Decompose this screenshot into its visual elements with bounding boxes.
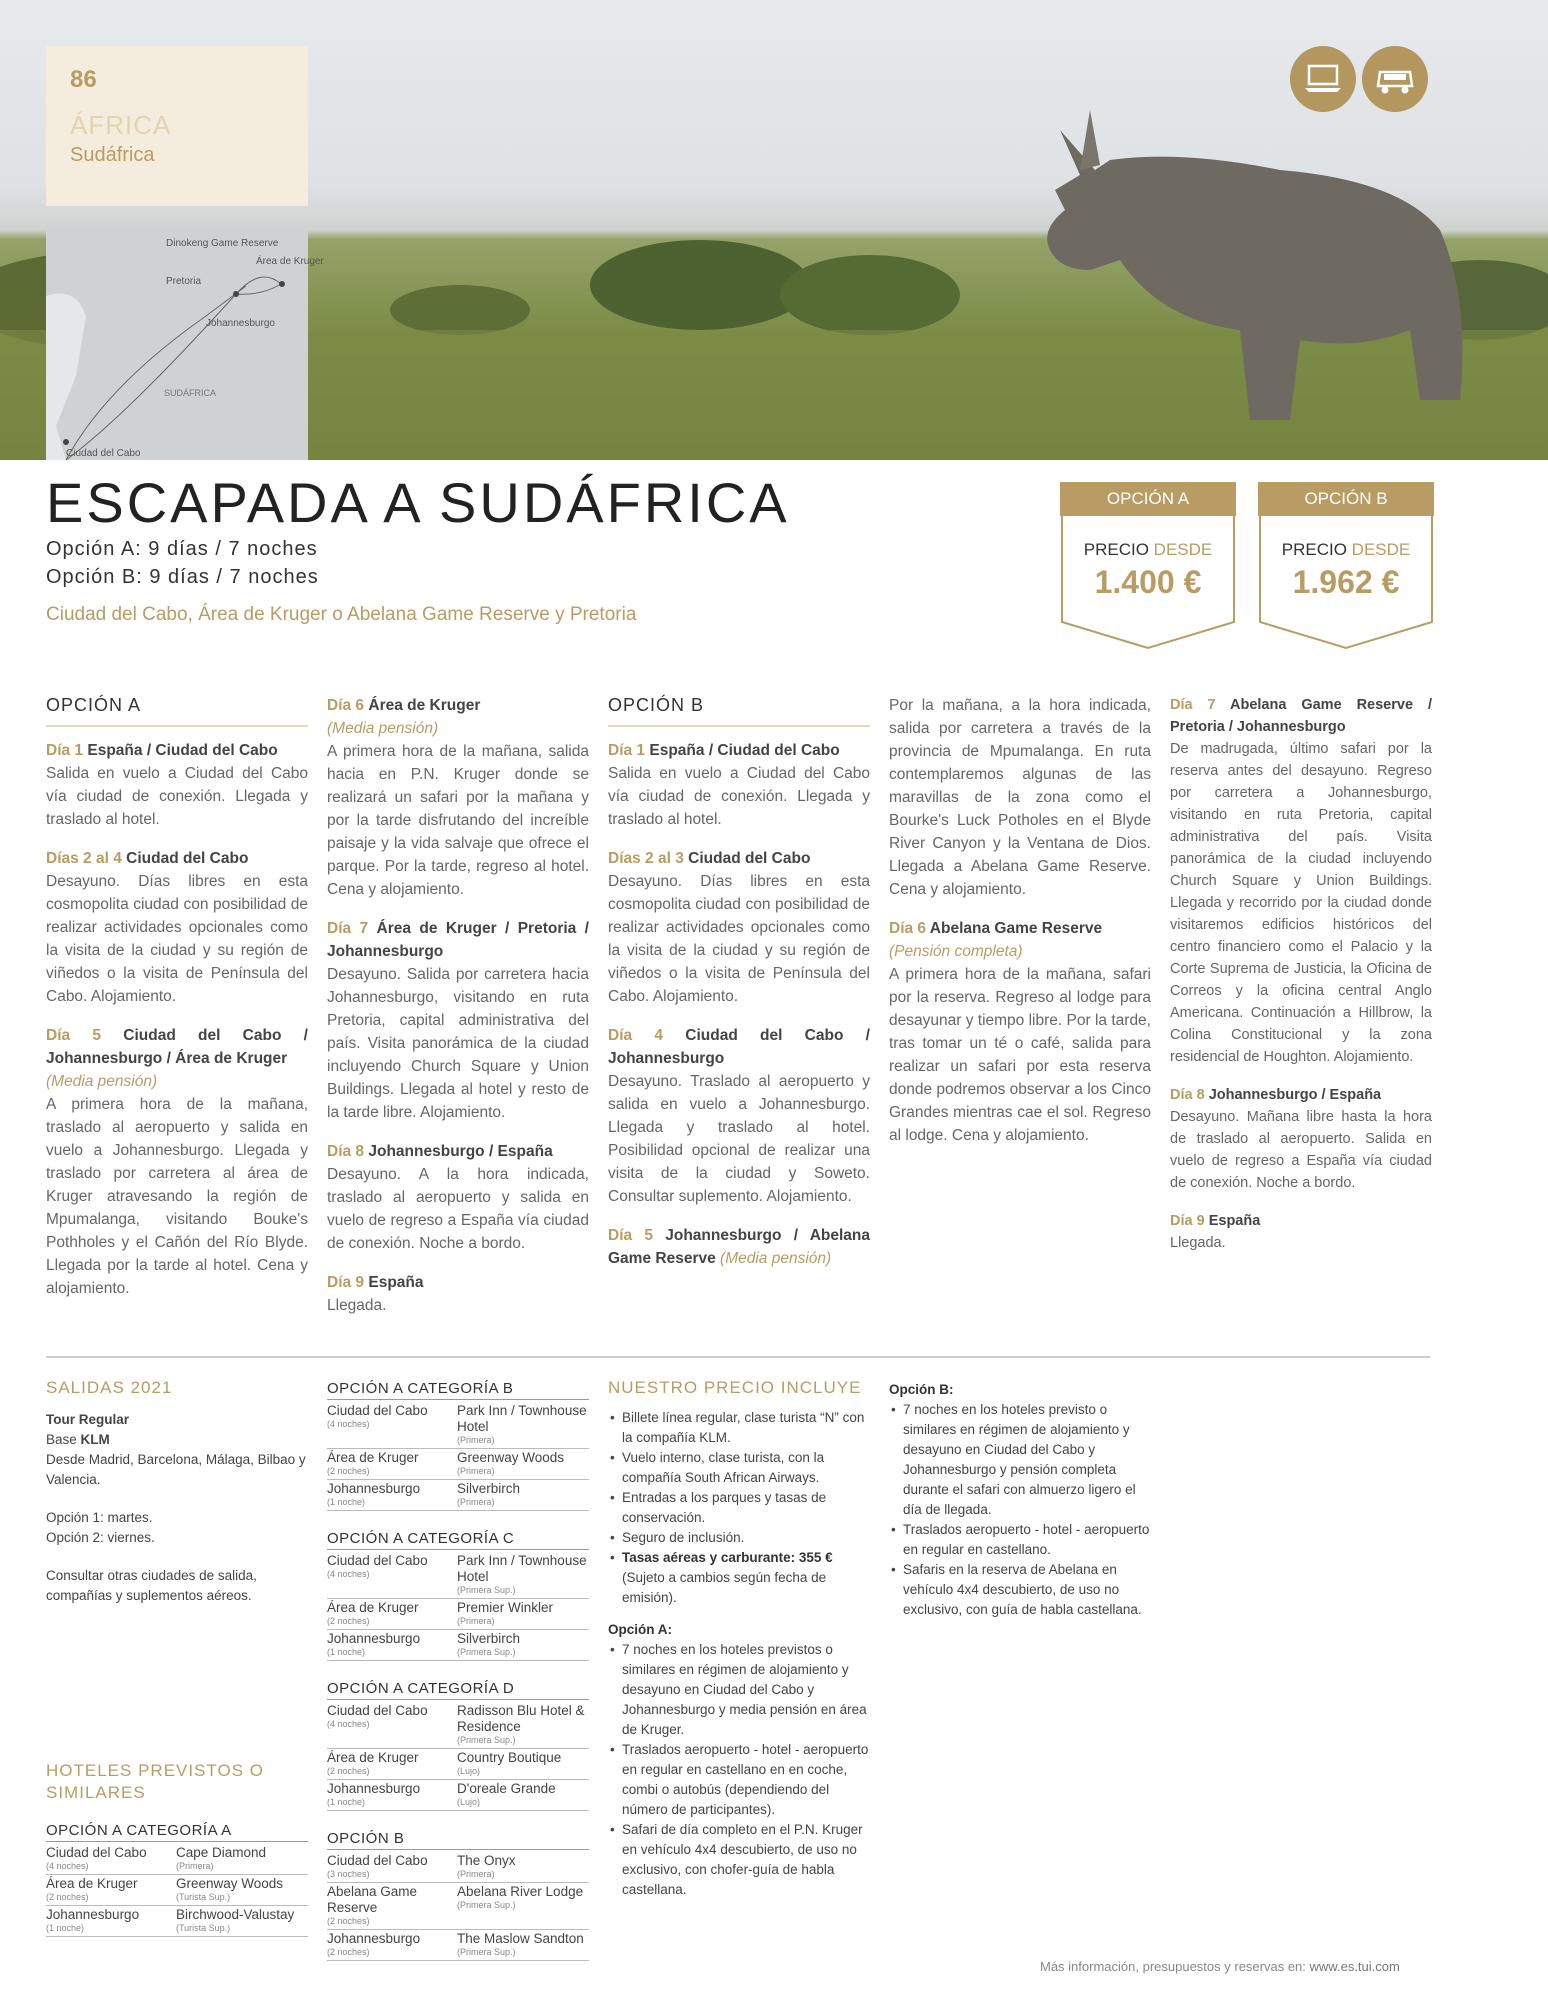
list-item: • Safaris en la reserva de Abelana en vehículo 4x4 descubierto, de uso no exclusivo, con guía de habla castellana. (889, 1560, 1155, 1620)
option-b-heading: OPCIÓN B (608, 694, 870, 727)
day-block: Día 9 España Llegada. (327, 1274, 424, 1314)
incluye-heading: NUESTRO PRECIO INCLUYE (608, 1378, 862, 1397)
day-block: Día 8 Johannesburgo / España Desayuno. A la hora indicada, traslado al aeropuerto y salida en vuelo de regreso a España vía ciudad de conexión. Noche a bordo. (327, 1143, 589, 1252)
table-row: Johannesburgo (1 noche) Silverbirch (Primera) (327, 1480, 589, 1511)
price-option-a-label: PRECIO DESDE (1083, 540, 1213, 559)
table-row: Ciudad del Cabo (4 noches) Radisson Blu Hotel & Residence (Primera Sup.) (327, 1702, 589, 1749)
hotel-table-opcion-b: OPCIÓN B Ciudad del Cabo (3 noches) The Onyx (Primera) Abelana Game Reserve (2 noches) Abelana River Lodge (Primera Sup.) Johannesburgo (2 noches) The Maslow Sandton (Primera Sup.) (327, 1830, 589, 1961)
map-label-kruger: Área de Kruger (256, 256, 324, 267)
map-label-dinokeng: Dinokeng Game Reserve (166, 238, 279, 249)
table-row: Área de Kruger (2 noches) Premier Winkler (Primera) (327, 1599, 589, 1630)
day-block: Día 7 Abelana Game Reserve / Pretoria / Johannesburgo De madrugada, último safari por la reserva antes del desayuno. Regreso por carretera a Johannesburgo, visitando en ruta Pretoria, capital administrativa del país. Visita panorámica de la ciudad incluyendo Church Square y Union Buildings. Llegada y recorrido por la ciudad donde visitaremos edificios históricos del centro financiero como el Palacio y la Corte Suprema de Justicia, la Oficina de Correos y la oficina central Anglo Americana. Continuación a Hillbrow, la Colina Constitucional y la zona residencial de Houghton. Alojamiento. (1170, 697, 1432, 1065)
footer-link[interactable]: www.es.tui.com (1309, 1959, 1400, 1974)
hoteles-heading: HOTELES PREVISTOS O SIMILARES (46, 1761, 265, 1802)
list-item: • Entradas a los parques y tasas de conservación. (608, 1488, 874, 1528)
table-row: Ciudad del Cabo (4 noches) Park Inn / Townhouse Hotel (Primera Sup.) (327, 1552, 589, 1599)
itinerary-col-5 (1170, 694, 1432, 1270)
list-item: • 7 noches en los hoteles previstos o similares en régimen de alojamiento y desayuno en Ciudad del Cabo y Johannesburgo y media pensión en área de Kruger. (608, 1640, 874, 1740)
price-option-a-value: 1.400 € (1094, 564, 1202, 600)
price-option-a-header: OPCIÓN A (1060, 482, 1236, 516)
table-row: Johannesburgo (2 noches) The Maslow Sandton (Primera Sup.) (327, 1930, 589, 1961)
subtitle-option-b: Opción B: 9 días / 7 noches (46, 566, 319, 588)
jeep-icon (1362, 46, 1428, 112)
day-block: Día 5 Johannesburgo / Abelana Game Reserve (Media pensión) (608, 1227, 870, 1267)
day-block: Día 6 Área de Kruger (Media pensión) A primera hora de la mañana, salida hacia en P.N. Kruger donde se realizará un safari por la mañana y por la tarde disfrutando del increíble paisaje y la vida salvaje que ofrece el parque. Por la tarde, regreso al hotel. Cena y alojamiento. (327, 697, 589, 898)
route-summary: Ciudad del Cabo, Área de Kruger o Abelana Game Reserve y Pretoria (46, 604, 637, 625)
table-row: Johannesburgo (1 noche) D'oreale Grande (Lujo) (327, 1780, 589, 1811)
page-title: ESCAPADA A SUDÁFRICA (46, 471, 790, 534)
table-row: Johannesburgo (1 noche) Silverbirch (Primera Sup.) (327, 1630, 589, 1661)
table-row: Ciudad del Cabo (4 noches) Cape Diamond (Primera) (46, 1844, 308, 1875)
map-label-pretoria: Pretoria (166, 276, 202, 287)
section-divider (46, 1356, 1430, 1358)
map-label-ciudad-del-cabo: Ciudad del Cabo (66, 448, 141, 459)
incluye-option-b-title: Opción B: (889, 1382, 954, 1397)
day-block: Día 1 España / Ciudad del Cabo Salida en vuelo a Ciudad del Cabo vía ciudad de conexión. Llegada y traslado al hotel. (46, 742, 308, 828)
hotel-table-cat-a: OPCIÓN A CATEGORÍA A Ciudad del Cabo (4 noches) Cape Diamond (Primera) Área de Kruger (2 noches) Greenway Woods (Turista Sup.) Johannesburgo (1 noche) Birchwood-Valustay (Turista Sup.) (46, 1822, 308, 1937)
itinerary-col-4 (889, 694, 1151, 1163)
page-number: 86 (70, 66, 97, 93)
laptop-icon (1290, 46, 1356, 112)
day-block: Día 7 Área de Kruger / Pretoria / Johannesburgo Desayuno. Salida por carretera hacia Johannesburgo, visitando en ruta Pretoria, capital administrativa del país. Visita panorámica de la ciudad incluyendo Church Square y Union Buildings. Llegada al hotel y resto de la tarde libre. Alojamiento. (327, 920, 589, 1121)
list-item: • Traslados aeropuerto - hotel - aeropuerto en regular en castellano en en coche, combi o autobús (dependiendo del número de participantes). (608, 1740, 874, 1820)
salidas-info: Tour Regular Base KLM Desde Madrid, Barcelona, Málaga, Bilbao y Valencia. Opción 1: martes. Opción 2: viernes. Consultar otras ciudades de salida, compañías y suplementos aéreos. (46, 1412, 306, 1603)
day-block: Día 8 Johannesburgo / España Desayuno. Mañana libre hasta la hora de traslado al aeropuerto. Salida en vuelo de regreso a España vía ciudad de conexión. Noche a bordo. (1170, 1087, 1432, 1191)
list-item: • Vuelo interno, clase turista, con la compañía South African Airways. (608, 1448, 874, 1488)
list-item: • Traslados aeropuerto - hotel - aeropuerto en regular en castellano. (889, 1520, 1155, 1560)
region-label: ÁFRICA (70, 110, 172, 140)
list-item: • Seguro de inclusión. (608, 1528, 874, 1548)
map-label-sudafrica: SUDÁFRICA (164, 388, 217, 398)
list-item: • Tasas aéreas y carburante: 355 € (Sujeto a cambios según fecha de emisión). (608, 1548, 874, 1608)
day-block: Día 5 Ciudad del Cabo / Johannesburgo / Área de Kruger (Media pensión) A primera hora de la mañana, traslado al aeropuerto y salida en vuelo a Johannesburgo. Llegada y traslado por carretera al área de Kruger atravesando la región de Mpumalanga, visitando Bouke's Pothholes y el Cañón del Río Blyde. Llegada por la tarde al hotel. Cena y alojamiento. (46, 1027, 308, 1297)
footer-info: Más información, presupuestos y reservas en: www.es.tui.com (1040, 1959, 1400, 1974)
price-badge-a (1060, 482, 1236, 650)
table-row: Ciudad del Cabo (3 noches) The Onyx (Primera) (327, 1852, 589, 1883)
day-block: Día 6 Abelana Game Reserve (Pensión completa) A primera hora de la mañana, safari por la reserva. Regreso al lodge para desayunar y tiempo libre. Por la tarde, tras tomar un té o café, salida para realizar un safari por esta reserva donde podremos observar a los Cinco Grandes mientras cae el sol. Regreso al lodge. Cena y alojamiento. (889, 920, 1151, 1144)
itinerary-col-2 (327, 694, 589, 1333)
table-row: Área de Kruger (2 noches) Country Boutique (Lujo) (327, 1749, 589, 1780)
hotel-table-cat-c: OPCIÓN A CATEGORÍA C Ciudad del Cabo (4 noches) Park Inn / Townhouse Hotel (Primera Sup.) Área de Kruger (2 noches) Premier Winkler (Primera) Johannesburgo (1 noche) Silverbirch (Primera Sup.) (327, 1530, 589, 1661)
table-row: Área de Kruger (2 noches) Greenway Woods (Turista Sup.) (46, 1875, 308, 1906)
day-block: Días 2 al 4 Ciudad del Cabo Desayuno. Días libres en esta cosmopolita ciudad con posibilidad de realizar actividades opcionales como la visita de la ciudad y su región de viñedos o la visita de Península del Cabo. Alojamiento. (46, 850, 308, 1005)
route-map (46, 226, 324, 460)
itinerary-col-3 (608, 694, 870, 1286)
page-header-box (46, 46, 308, 206)
table-row: Abelana Game Reserve (2 noches) Abelana River Lodge (Primera Sup.) (327, 1883, 589, 1930)
table-row: Johannesburgo (1 noche) Birchwood-Valustay (Turista Sup.) (46, 1906, 308, 1937)
hotel-table-cat-d: OPCIÓN A CATEGORÍA D Ciudad del Cabo (4 noches) Radisson Blu Hotel & Residence (Primera Sup.) Área de Kruger (2 noches) Country Boutique (Lujo) Johannesburgo (1 noche) D'oreale Grande (Lujo) (327, 1680, 589, 1811)
option-a-heading: OPCIÓN A (46, 694, 308, 727)
country-label: Sudáfrica (70, 144, 155, 166)
list-item: • 7 noches en los hoteles previsto o similares en régimen de alojamiento y desayuno en Ciudad del Cabo y Johannesburgo y pensión completa durante el safari con almuerzo ligero el día de llegada. (889, 1400, 1155, 1520)
incluye-list (608, 1408, 874, 1900)
map-label-johannesburgo: Johannesburgo (206, 318, 275, 329)
salidas-heading: SALIDAS 2021 (46, 1378, 173, 1397)
incluye-option-a-title: Opción A: (608, 1622, 672, 1637)
price-option-b-label: PRECIO DESDE (1281, 540, 1411, 559)
price-option-b-header: OPCIÓN B (1258, 482, 1434, 516)
hotel-table-cat-b: OPCIÓN A CATEGORÍA B Ciudad del Cabo (4 noches) Park Inn / Townhouse Hotel (Primera) Área de Kruger (2 noches) Greenway Woods (Primera) Johannesburgo (1 noche) Silverbirch (Primera) (327, 1380, 589, 1511)
price-badge-b (1258, 482, 1434, 650)
itinerary-col-1 (46, 694, 308, 1316)
table-row: Ciudad del Cabo (4 noches) Park Inn / Townhouse Hotel (Primera) (327, 1402, 589, 1449)
day-block: Días 2 al 3 Ciudad del Cabo Desayuno. Días libres en esta cosmopolita ciudad con posibilidad de realizar actividades opcionales como la visita de la ciudad y su región de viñedos o la visita de Península del Cabo. Alojamiento. (608, 850, 870, 1005)
table-row: Área de Kruger (2 noches) Greenway Woods (Primera) (327, 1449, 589, 1480)
price-option-b-value: 1.962 € (1292, 564, 1400, 600)
day-text-continued: Por la mañana, a la hora indicada, salida por carretera a través de la provincia de Mpumalanga. En ruta contemplaremos algunas de las maravillas de la zona como el Bourke's Luck Potholes en el Blyde River Canyon y la Ventana de Dios. Llegada a Abelana Game Reserve. Cena y alojamiento. (889, 697, 1151, 898)
list-item: • Billete línea regular, clase turista “N” con la compañía KLM. (608, 1408, 874, 1448)
list-item: • Safari de día completo en el P.N. Kruger en vehículo 4x4 descubierto, de uso no exclusivo, con chofer-guía de habla castellana. (608, 1820, 874, 1900)
incluye-list-b (889, 1380, 1155, 1620)
day-block: Día 4 Ciudad del Cabo / Johannesburgo Desayuno. Traslado al aeropuerto y salida en vuelo a Johannesburgo. Llegada y traslado al hotel. Posibilidad opcional de realizar una visita de la ciudad y Soweto. Consultar suplemento. Alojamiento. (608, 1027, 870, 1205)
day-block: Día 1 España / Ciudad del Cabo Salida en vuelo a Ciudad del Cabo vía ciudad de conexión. Llegada y traslado al hotel. (608, 742, 870, 828)
map-svg (46, 226, 324, 460)
day-block: Día 9 España Llegada. (1170, 1213, 1261, 1251)
subtitle-option-a: Opción A: 9 días / 7 noches (46, 538, 318, 560)
